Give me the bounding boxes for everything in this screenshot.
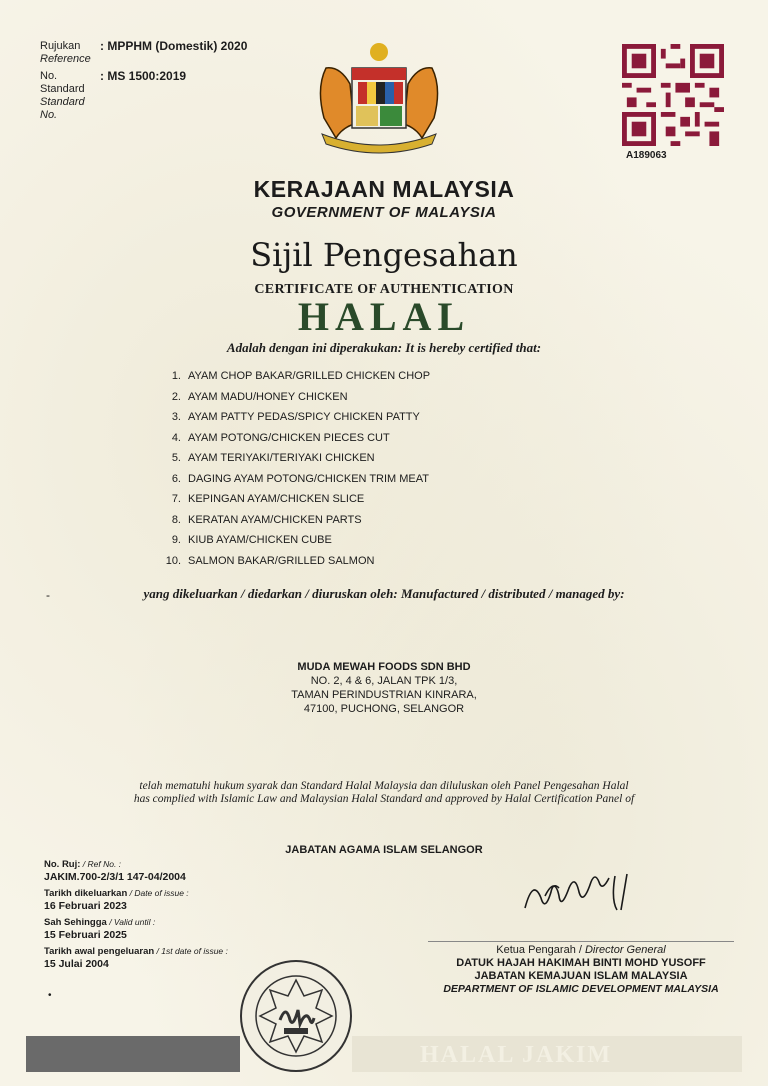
product-number: 7. bbox=[171, 493, 181, 505]
footer-bar-dark bbox=[26, 1036, 240, 1072]
product-list bbox=[160, 366, 430, 571]
certificate-meta bbox=[44, 858, 228, 974]
issue-label bbox=[44, 887, 228, 900]
list-item bbox=[160, 448, 430, 469]
product-name: KIUB AYAM/CHICKEN CUBE bbox=[188, 534, 332, 546]
list-item bbox=[160, 407, 430, 428]
standard-no-label: Standard No. bbox=[40, 96, 85, 121]
list-item bbox=[160, 428, 430, 449]
halal-logo-icon bbox=[238, 958, 354, 1074]
signature-icon bbox=[515, 866, 655, 926]
company-name: MUDA MEWAH FOODS SDN BHD bbox=[297, 661, 471, 673]
qr-code-icon bbox=[622, 44, 724, 146]
complied-statement bbox=[0, 780, 768, 806]
list-item bbox=[160, 510, 430, 531]
valid-label-english: / Valid until : bbox=[106, 917, 156, 927]
list-item bbox=[160, 366, 430, 387]
signature-line bbox=[428, 941, 734, 942]
first-issue-label-malay: Tarikh awal pengeluaran bbox=[44, 946, 155, 957]
issue-label-malay: Tarikh dikeluarkan bbox=[44, 888, 128, 899]
standard-value: : MS 1500:2019 bbox=[100, 69, 187, 83]
product-number: 3. bbox=[171, 411, 181, 423]
director-name: DATUK HAJAH HAKIMAH BINTI MOHD YUSOFF bbox=[456, 957, 706, 969]
reference-english-label: Reference bbox=[40, 53, 91, 65]
reference-value: : MPPHM (Domestik) 2020 bbox=[100, 39, 248, 53]
government-title-english: GOVERNMENT OF MALAYSIA bbox=[271, 204, 497, 221]
standard-row bbox=[40, 70, 247, 122]
product-number: 4. bbox=[171, 431, 181, 444]
company-address-line: 47100, PUCHONG, SELANGOR bbox=[303, 703, 465, 715]
bullet-mark: • bbox=[48, 990, 52, 1001]
company-address-line: NO. 2, 4 & 6, JALAN TPK 1/3, bbox=[310, 675, 458, 687]
director-title bbox=[428, 944, 734, 957]
ref-label-english: / Ref No. : bbox=[80, 859, 122, 869]
government-title-malay: KERAJAAN MALAYSIA bbox=[253, 176, 515, 202]
product-name: AYAM TERIYAKI/TERIYAKI CHICKEN bbox=[188, 452, 375, 464]
product-number: 9. bbox=[171, 534, 181, 546]
product-number: 6. bbox=[171, 472, 181, 485]
footer-watermark-text: HALAL JAKIM bbox=[420, 1042, 613, 1068]
reference-block bbox=[40, 40, 247, 122]
product-number: 8. bbox=[171, 513, 181, 526]
complied-english: has complied with Islamic Law and Malaysian Halal Standard and approved by Halal Certification Panel of bbox=[133, 793, 635, 805]
issue-date: 16 Februari 2023 bbox=[44, 900, 127, 912]
certificate-title-english: CERTIFICATE OF AUTHENTICATION bbox=[254, 282, 514, 297]
product-name: DAGING AYAM POTONG/CHICKEN TRIM MEAT bbox=[188, 472, 430, 485]
product-name: KERATAN AYAM/CHICKEN PARTS bbox=[188, 513, 362, 526]
product-number: 10. bbox=[165, 554, 181, 567]
reference-row bbox=[40, 40, 247, 66]
certifying-authority: JABATAN AGAMA ISLAM SELANGOR bbox=[285, 844, 483, 856]
product-name: AYAM CHOP BAKAR/GRILLED CHICKEN CHOP bbox=[188, 370, 431, 382]
product-name: AYAM POTONG/CHICKEN PIECES CUT bbox=[188, 431, 390, 444]
product-name: AYAM PATTY PEDAS/SPICY CHICKEN PATTY bbox=[188, 411, 420, 423]
certificate-title-malay: Sijil Pengesahan bbox=[250, 236, 518, 274]
valid-label-malay: Sah Sehingga bbox=[44, 917, 107, 928]
product-number: 2. bbox=[171, 390, 181, 403]
director-block bbox=[428, 944, 734, 996]
list-item bbox=[160, 469, 430, 490]
dash-mark: - bbox=[46, 588, 50, 602]
first-issue-label-english: / 1st date of issue : bbox=[154, 946, 228, 956]
first-issue-date: 15 Julai 2004 bbox=[44, 958, 109, 970]
certified-statement: Adalah dengan ini diperakukan: It is hereby certified that: bbox=[226, 340, 542, 355]
product-name: AYAM MADU/HONEY CHICKEN bbox=[188, 390, 348, 403]
valid-until-date: 15 Februari 2025 bbox=[44, 929, 127, 941]
company-block bbox=[0, 660, 768, 716]
standard-label bbox=[40, 70, 100, 122]
department-english: DEPARTMENT OF ISLAMIC DEVELOPMENT MALAYSIA bbox=[443, 983, 719, 995]
first-issue-label bbox=[44, 945, 228, 958]
director-title-english: Director General bbox=[584, 944, 666, 956]
department-malay: JABATAN KEMAJUAN ISLAM MALAYSIA bbox=[474, 970, 688, 982]
product-number: 1. bbox=[171, 370, 181, 382]
qr-code-number: A189063 bbox=[626, 150, 667, 161]
list-item bbox=[160, 489, 430, 510]
ref-value: JAKIM.700-2/3/1 147-04/2004 bbox=[44, 871, 186, 883]
rujukan-label: Rujukan bbox=[40, 40, 81, 52]
product-name: KEPINGAN AYAM/CHICKEN SLICE bbox=[188, 493, 365, 505]
ref-label bbox=[44, 858, 228, 871]
list-item bbox=[160, 387, 430, 408]
manufactured-statement: yang dikeluarkan / diedarkan / diuruskan oleh: Manufactured / distributed / managed by: bbox=[143, 586, 625, 601]
halal-title: HALAL bbox=[297, 294, 471, 339]
product-name: SALMON BAKAR/GRILLED SALMON bbox=[188, 554, 375, 567]
issue-label-english: / Date of issue : bbox=[127, 888, 189, 898]
list-item bbox=[160, 530, 430, 551]
list-item bbox=[160, 551, 430, 572]
no-standard-label: No. Standard bbox=[40, 70, 85, 95]
company-address-line: TAMAN PERINDUSTRIAN KINRARA, bbox=[291, 689, 477, 701]
coat-of-arms-icon bbox=[308, 38, 450, 156]
valid-label bbox=[44, 916, 228, 929]
ref-label-malay: No. Ruj: bbox=[44, 859, 81, 870]
complied-malay: telah mematuhi hukum syarak dan Standard Halal Malaysia dan diluluskan oleh Panel Pengesahan Halal bbox=[139, 780, 629, 792]
product-number: 5. bbox=[171, 452, 181, 464]
director-title-malay: Ketua Pengarah / bbox=[496, 944, 585, 956]
reference-label bbox=[40, 40, 100, 66]
